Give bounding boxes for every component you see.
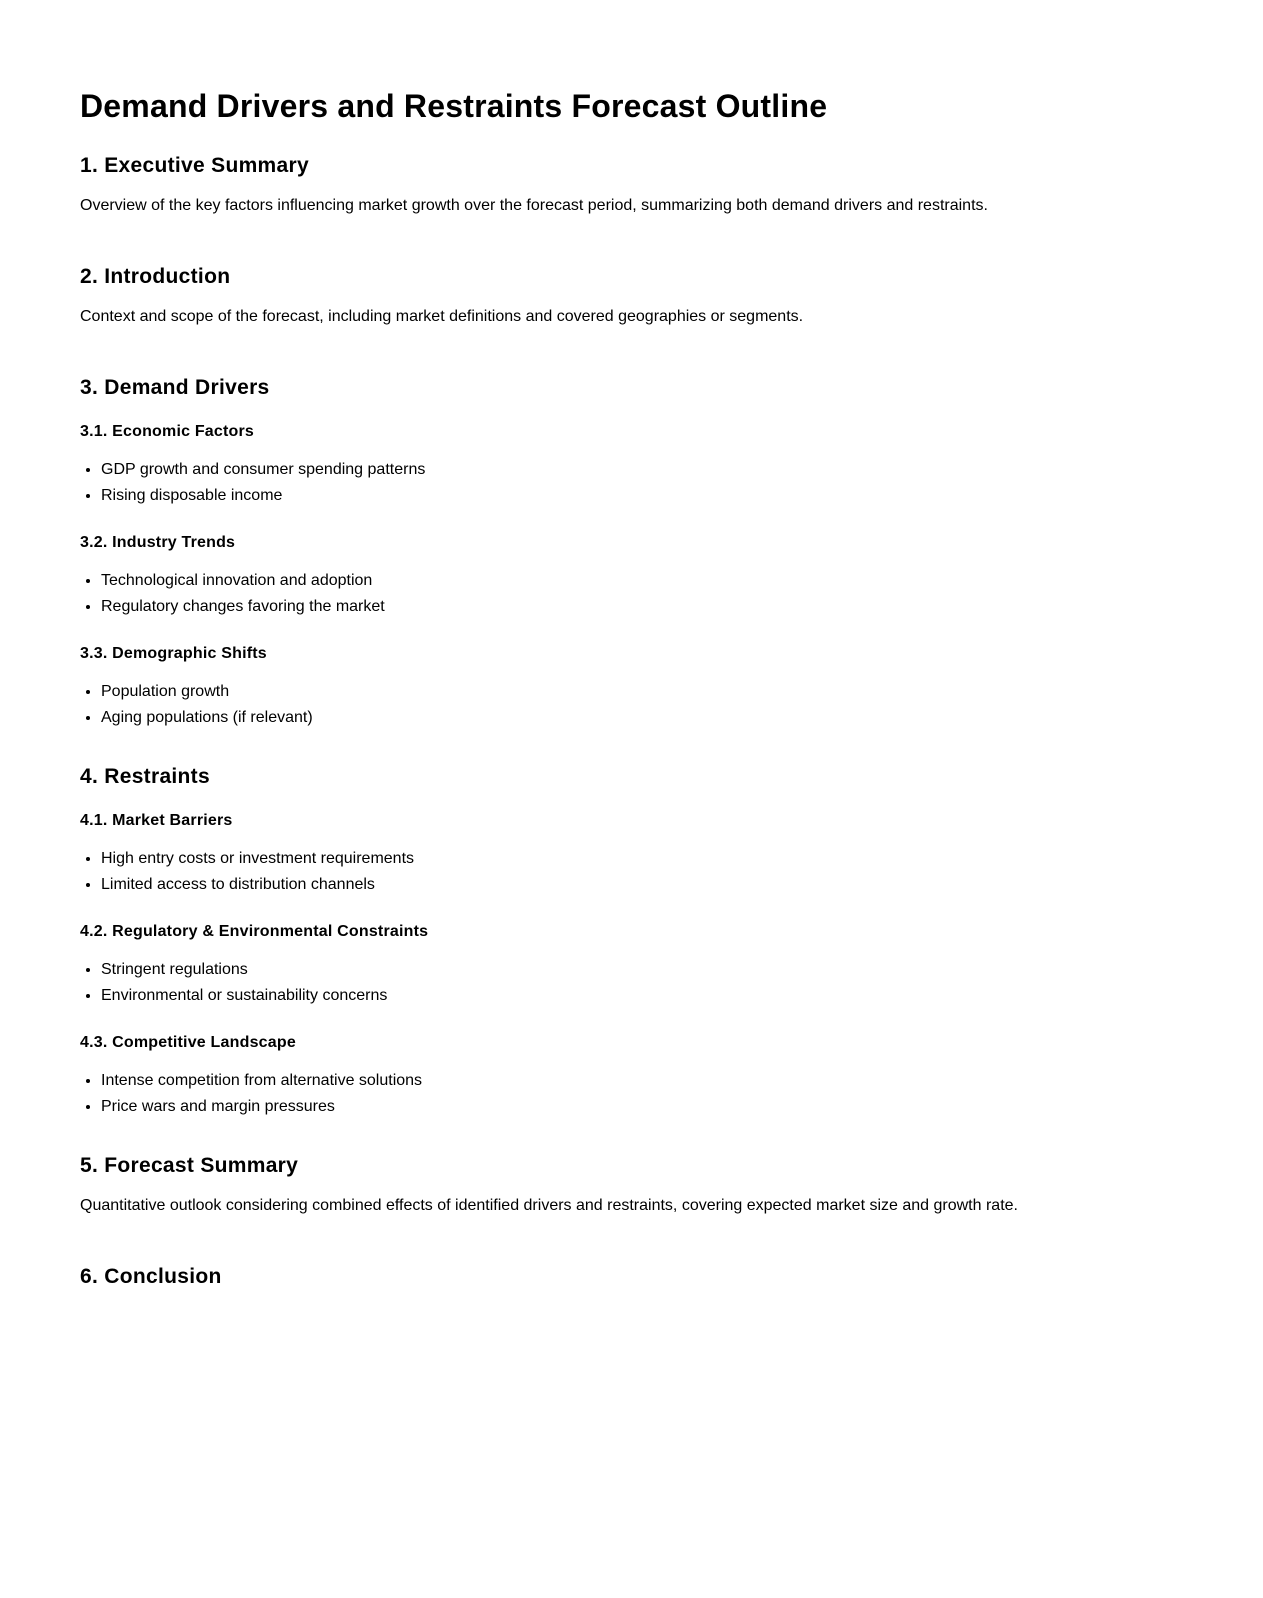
section-demand-drivers — [80, 375, 1183, 730]
section-paragraph: Overview of the key factors influencing market growth over the forecast period, summarizing both demand drivers and restraints. — [80, 197, 988, 214]
bullet-list — [80, 679, 1183, 730]
bullet-list — [80, 457, 1183, 508]
list-item: • Price wars and margin pressures — [101, 1094, 1183, 1120]
section-heading: 4. Restraints — [80, 765, 210, 788]
subsection-heading: 4.1. Market Barriers — [80, 812, 233, 829]
subsection-heading: 4.2. Regulatory & Environmental Constraints — [80, 923, 429, 940]
list-item: • Environmental or sustainability concerns — [101, 983, 1183, 1009]
section-restraints — [80, 764, 1183, 1119]
list-item: • High entry costs or investment requirements — [101, 846, 1183, 872]
subsection-heading: 4.3. Competitive Landscape — [80, 1034, 296, 1051]
bullet-list — [80, 1068, 1183, 1119]
list-item: • Population growth — [101, 679, 1183, 705]
section-heading: 5. Forecast Summary — [80, 1154, 299, 1177]
bullet-list — [80, 846, 1183, 897]
section-paragraph: Context and scope of the forecast, including market definitions and covered geographies or segments. — [80, 308, 804, 325]
subsection-heading: 3.2. Industry Trends — [80, 534, 236, 551]
section-forecast-summary — [80, 1153, 1183, 1216]
bullet-list — [80, 957, 1183, 1008]
list-item: • Technological innovation and adoption — [101, 568, 1183, 594]
section-introduction — [80, 264, 1183, 327]
list-item: • Rising disposable income — [101, 483, 1183, 509]
subsection-heading: 3.1. Economic Factors — [80, 423, 255, 440]
list-item: • Stringent regulations — [101, 957, 1183, 983]
section-heading: 1. Executive Summary — [80, 154, 309, 177]
section-heading: 3. Demand Drivers — [80, 376, 270, 399]
list-item: • Aging populations (if relevant) — [101, 705, 1183, 731]
list-item: • GDP growth and consumer spending patterns — [101, 457, 1183, 483]
bullet-list — [80, 568, 1183, 619]
section-paragraph: Quantitative outlook considering combined effects of identified drivers and restraints, covering expected market size and growth rate. — [80, 1197, 1018, 1214]
list-item: • Regulatory changes favoring the market — [101, 594, 1183, 620]
section-heading: 2. Introduction — [80, 265, 231, 288]
document-title: Demand Drivers and Restraints Forecast Outline — [80, 88, 828, 124]
section-executive-summary — [80, 153, 1183, 216]
section-heading: 6. Conclusion — [80, 1265, 222, 1288]
list-item: • Limited access to distribution channels — [101, 872, 1183, 898]
list-item: • Intense competition from alternative solutions — [101, 1068, 1183, 1094]
section-conclusion — [80, 1264, 1183, 1290]
subsection-heading: 3.3. Demographic Shifts — [80, 645, 267, 662]
